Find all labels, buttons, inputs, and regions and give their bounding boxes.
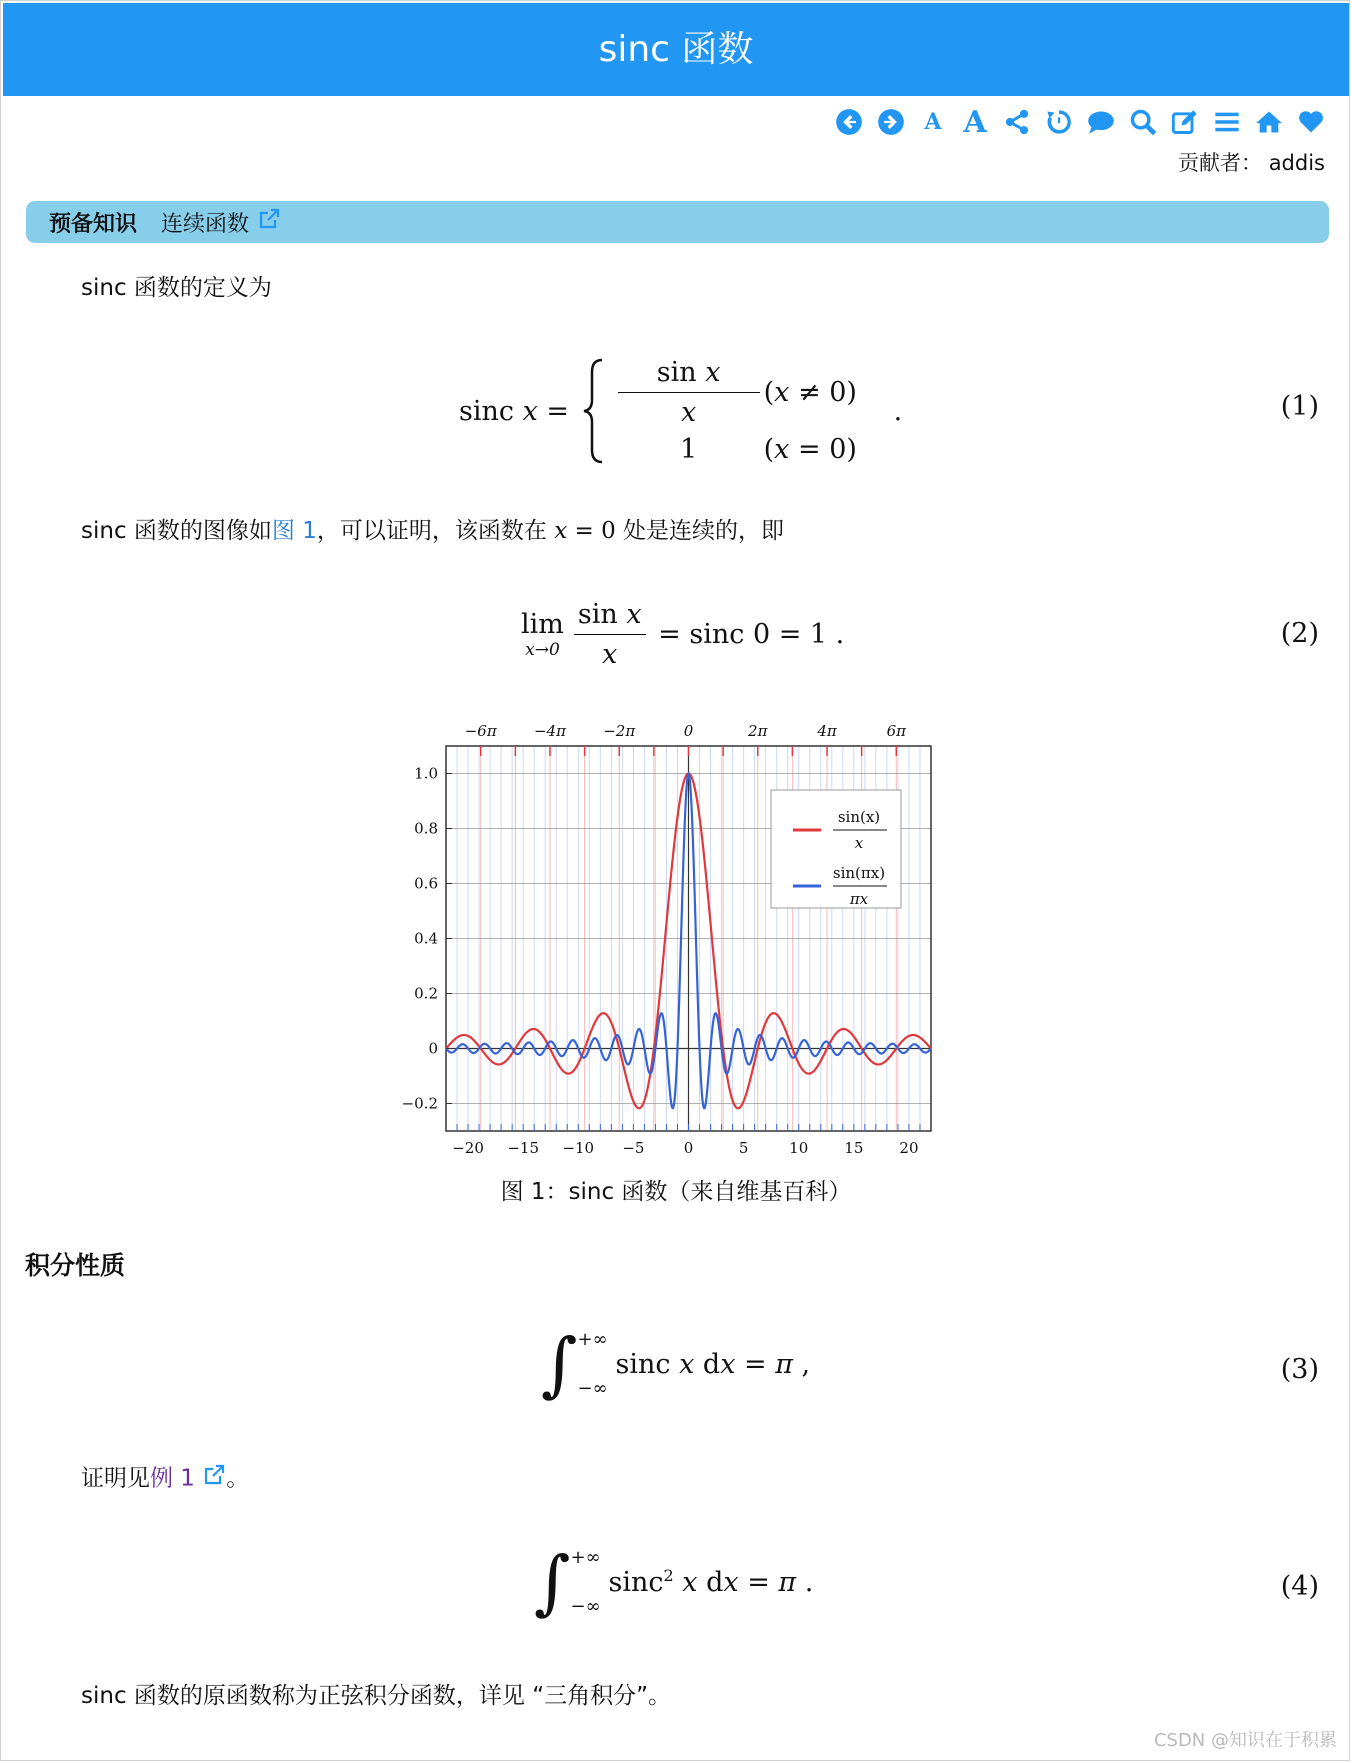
top-tick-label: 6π	[886, 722, 906, 740]
example-1-link[interactable]: 例 1	[150, 1465, 195, 1492]
legend-box	[771, 790, 901, 908]
legend-denominator: πx	[849, 890, 869, 908]
equation-number-4: (4)	[1280, 1571, 1319, 1602]
y-tick-label: 0	[428, 1039, 438, 1058]
equation-2: lim x→0 $\frac{\text{sin x}}{x}$ = sinc 0 = 1 .	[521, 599, 845, 670]
x-tick-label: 0	[683, 1139, 694, 1157]
contributor-label: 贡献者：	[1178, 151, 1262, 175]
sinc-chart	[396, 711, 941, 1161]
legend-numerator: sin(πx)	[832, 864, 886, 882]
external-link-icon[interactable]	[257, 207, 281, 237]
history-icon[interactable]	[1043, 106, 1075, 138]
top-tick-label: 4π	[817, 722, 837, 740]
x-tick-label: −5	[622, 1139, 645, 1157]
prerequisite-link-text[interactable]: 连续函数	[161, 211, 250, 237]
paragraph-graph: sinc 函数的图像如图 1，可以证明，该函数在 x = 0 处是连续的，即	[81, 518, 785, 544]
x-tick-label: 5	[738, 1139, 749, 1157]
equation-number-1: (1)	[1280, 391, 1319, 422]
prerequisite-bar	[26, 201, 1329, 243]
x-tick-label: −10	[562, 1139, 595, 1157]
y-tick-label: 1.0	[414, 764, 438, 783]
left-brace	[578, 356, 608, 466]
top-tick-label: −2π	[603, 722, 636, 740]
search-icon[interactable]	[1127, 106, 1159, 138]
comment-icon[interactable]	[1085, 106, 1117, 138]
font-decrease-icon[interactable]: A	[924, 109, 942, 135]
x-tick-label: 20	[899, 1139, 919, 1157]
top-tick-label: 2π	[748, 722, 768, 740]
legend-denominator: x	[854, 834, 864, 852]
paragraph-proof: 证明见例 1 。	[81, 1463, 249, 1495]
equation-number-3: (3)	[1280, 1354, 1319, 1385]
paragraph-antiderivative: sinc 函数的原函数称为正弦积分函数，详见 “三角积分”。	[81, 1683, 672, 1709]
toolbar	[833, 104, 1327, 140]
x-tick-label: 10	[789, 1139, 809, 1157]
equation-3: ∫ +∞ −∞ sinc x d x = π ,	[541, 1323, 811, 1405]
contributor	[1178, 147, 1325, 177]
share-icon[interactable]	[1001, 106, 1033, 138]
prerequisite-label: 预备知识	[49, 211, 138, 237]
y-tick-label: 0.6	[414, 874, 438, 893]
menu-icon[interactable]	[1211, 106, 1243, 138]
section-title: 积分性质	[25, 1251, 126, 1280]
contributor-name[interactable]: addis	[1268, 151, 1325, 175]
equation-number-2: (2)	[1280, 618, 1319, 649]
prerequisite-link[interactable]	[161, 207, 281, 238]
figure-caption: 图 1：sinc 函数（来自维基百科）	[500, 1179, 852, 1205]
y-tick-label: 0.2	[414, 984, 438, 1003]
y-tick-label: 0.8	[414, 819, 438, 838]
equation-4: ∫ +∞ −∞ sinc$^2$ x d x = π .	[534, 1541, 814, 1623]
x-tick-label: −20	[452, 1139, 484, 1157]
heart-icon[interactable]	[1295, 106, 1327, 138]
paragraph-definition: sinc 函数的定义为	[81, 275, 272, 301]
watermark: CSDN @知识在于积累	[1153, 1730, 1337, 1751]
arrow-right-icon[interactable]	[875, 106, 907, 138]
top-tick-label: −4π	[533, 722, 566, 740]
chart-svg	[396, 711, 941, 1161]
legend-numerator: sin(x)	[837, 808, 881, 826]
y-tick-label: 0.4	[414, 929, 438, 948]
external-link-icon[interactable]	[202, 1463, 226, 1495]
figure-1-link[interactable]: 图 1	[271, 518, 317, 544]
x-tick-label: 15	[844, 1139, 864, 1157]
top-tick-label: 0	[683, 722, 694, 740]
x-tick-label: −15	[507, 1139, 539, 1157]
home-icon[interactable]	[1253, 106, 1285, 138]
font-increase-icon[interactable]: A	[963, 104, 987, 140]
page-title: sinc 函数	[3, 3, 1349, 96]
top-tick-label: −6π	[464, 722, 497, 740]
equation-1: sinc x = $\frac{\text{sin x}}{x}$ (x ≠ 0) 1 (x = 0) .	[459, 357, 903, 465]
edit-icon[interactable]	[1169, 106, 1201, 138]
arrow-left-icon[interactable]	[833, 106, 865, 138]
y-tick-label: −0.2	[401, 1094, 438, 1113]
